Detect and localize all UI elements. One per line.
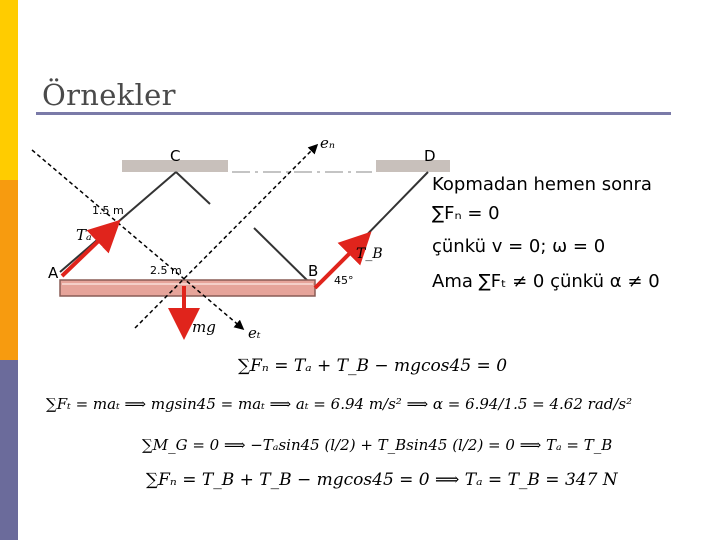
- label-B: B: [308, 262, 319, 280]
- label-C: C: [170, 147, 181, 165]
- cable-B-broken: [254, 228, 315, 288]
- label-D: D: [424, 147, 436, 165]
- label-et: eₜ: [248, 324, 261, 342]
- label-TA: Tₐ: [76, 226, 92, 244]
- label-TB: T_B: [356, 246, 383, 262]
- slide-sidebar: [0, 0, 18, 540]
- label-angle-B: 45°: [334, 274, 354, 287]
- label-en: eₙ: [320, 134, 335, 152]
- equation-2: ∑Fₜ = maₜ ⟹ mgsin45 = maₜ ⟹ aₜ = 6.94 m/s² ⟹ α = 6.94/1.5 = 4.62 rad/s²: [46, 395, 633, 413]
- sidebar-orange: [0, 180, 18, 360]
- axis-et: [32, 150, 242, 328]
- title-underline: [36, 112, 671, 115]
- axis-en: [135, 146, 319, 328]
- equation-4: ∑Fₙ = T_B + T_B − mgcos45 = 0 ⟹ Tₐ = T_B = 347 N: [146, 470, 618, 490]
- note-line-2: ∑Fₙ = 0: [432, 203, 500, 224]
- note-line-3: çünkü v = 0; ω = 0: [432, 236, 606, 257]
- label-len-AC: 1.5 m: [92, 204, 124, 217]
- label-angle-A: 45°: [86, 266, 107, 279]
- mechanics-diagram: [30, 128, 450, 348]
- equation-1: ∑Fₙ = Tₐ + T_B − mgcos45 = 0: [238, 356, 508, 376]
- sidebar-purple: [0, 360, 18, 540]
- note-line-1: Kopmadan hemen sonra: [432, 174, 652, 195]
- note-line-4: Ama ∑Fₜ ≠ 0 çünkü α ≠ 0: [432, 271, 660, 292]
- label-A: A: [48, 264, 59, 282]
- label-mg: mg: [192, 318, 216, 336]
- equation-3: ∑M_G = 0 ⟹ −Tₐsin45 (l/2) + T_Bsin45 (l/2) = 0 ⟹ Tₐ = T_B: [142, 436, 613, 454]
- ceiling-right: [376, 160, 450, 172]
- slide-title: Örnekler: [42, 78, 176, 112]
- sidebar-yellow: [0, 0, 18, 180]
- label-len-AB: 2.5 m: [150, 264, 182, 277]
- cable-C-broken: [176, 172, 210, 204]
